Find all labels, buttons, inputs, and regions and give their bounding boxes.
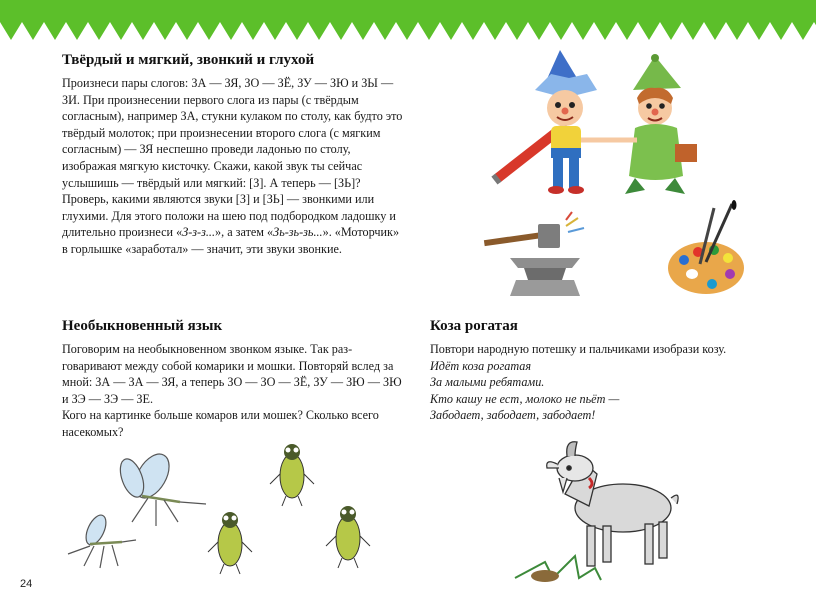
poem-line: Забодает, забодает, забодает! (430, 408, 596, 423)
flies-illustration (200, 440, 375, 580)
mosquitoes-illustration (60, 448, 210, 578)
section-title-horned-goat: Коза рогатая (430, 318, 518, 334)
goat-illustration (505, 438, 690, 588)
paint-palette-illustration (664, 200, 754, 300)
poem-line: За малыми ребятами. (430, 375, 545, 390)
green-zigzag-border (0, 0, 816, 42)
paragraph-insect-question: Кого на картинке больше комаров или мошек? Сколько всего насекомых? (62, 408, 379, 439)
section-horned-goat (430, 318, 780, 424)
paragraph-syllables: Произнеси пары слогов: ЗА — ЗЯ, ЗО — ЗЁ, ЗУ — ЗЮ и ЗЫ — ЗИ. При произнесении первого слога из пары (с твёрдым согласным), например ЗА, стукни кулаком по столу, как будто это твёрдый молоток; при произнесении второго слога (с мягким согласным) — ЗЯ неспешно проведи ладонью по столу, изображая мягкую кисточку. Скажи, какой звук ты сейчас услышишь — твёрдый или мягкий: [З]. А теперь — [ЗЬ]? (62, 76, 403, 190)
section-title-unusual-language: Необыкновенный язык (62, 318, 223, 334)
poem-line: Кто кашу не ест, молоко не пьёт — (430, 391, 620, 406)
poem-line: Идёт коза рогатая (430, 358, 532, 373)
paragraph-insect-language: Поговорим на необыкновенном звонком языке. Так разговаривают между собой комарики и мошки. Повторяй вслед за мной: ЗА — ЗА — ЗЯ, а теперь ЗО — ЗО — ЗЁ, ЗУ — ЗЮ — ЗЮ и ЗЭ — ЗЭ — ЗЕ. (62, 342, 402, 406)
paragraph-voiced-check: Проверь, какими являются звуки [З] и [ЗЬ] — звонкими или глухими. Для этого положи на шею под подбородком ладошку и длительно произнеси «З-з-з...», а затем «Зь-зь-зь...». «Моторчик» в горлышке «заработал» — значит, эти звуки звонкие. (62, 192, 400, 256)
section-hard-soft (62, 52, 404, 258)
paragraph-goat-intro: Повтори народную потешку и пальчиками изобрази козу. (430, 342, 727, 356)
hammer-anvil-illustration (480, 210, 600, 305)
gnomes-with-pencil-illustration (485, 48, 710, 198)
section-title-hard-soft: Твёрдый и мягкий, звонкий и глухой (62, 52, 315, 68)
section-unusual-language (62, 318, 404, 441)
page-number: 24 (20, 578, 33, 590)
